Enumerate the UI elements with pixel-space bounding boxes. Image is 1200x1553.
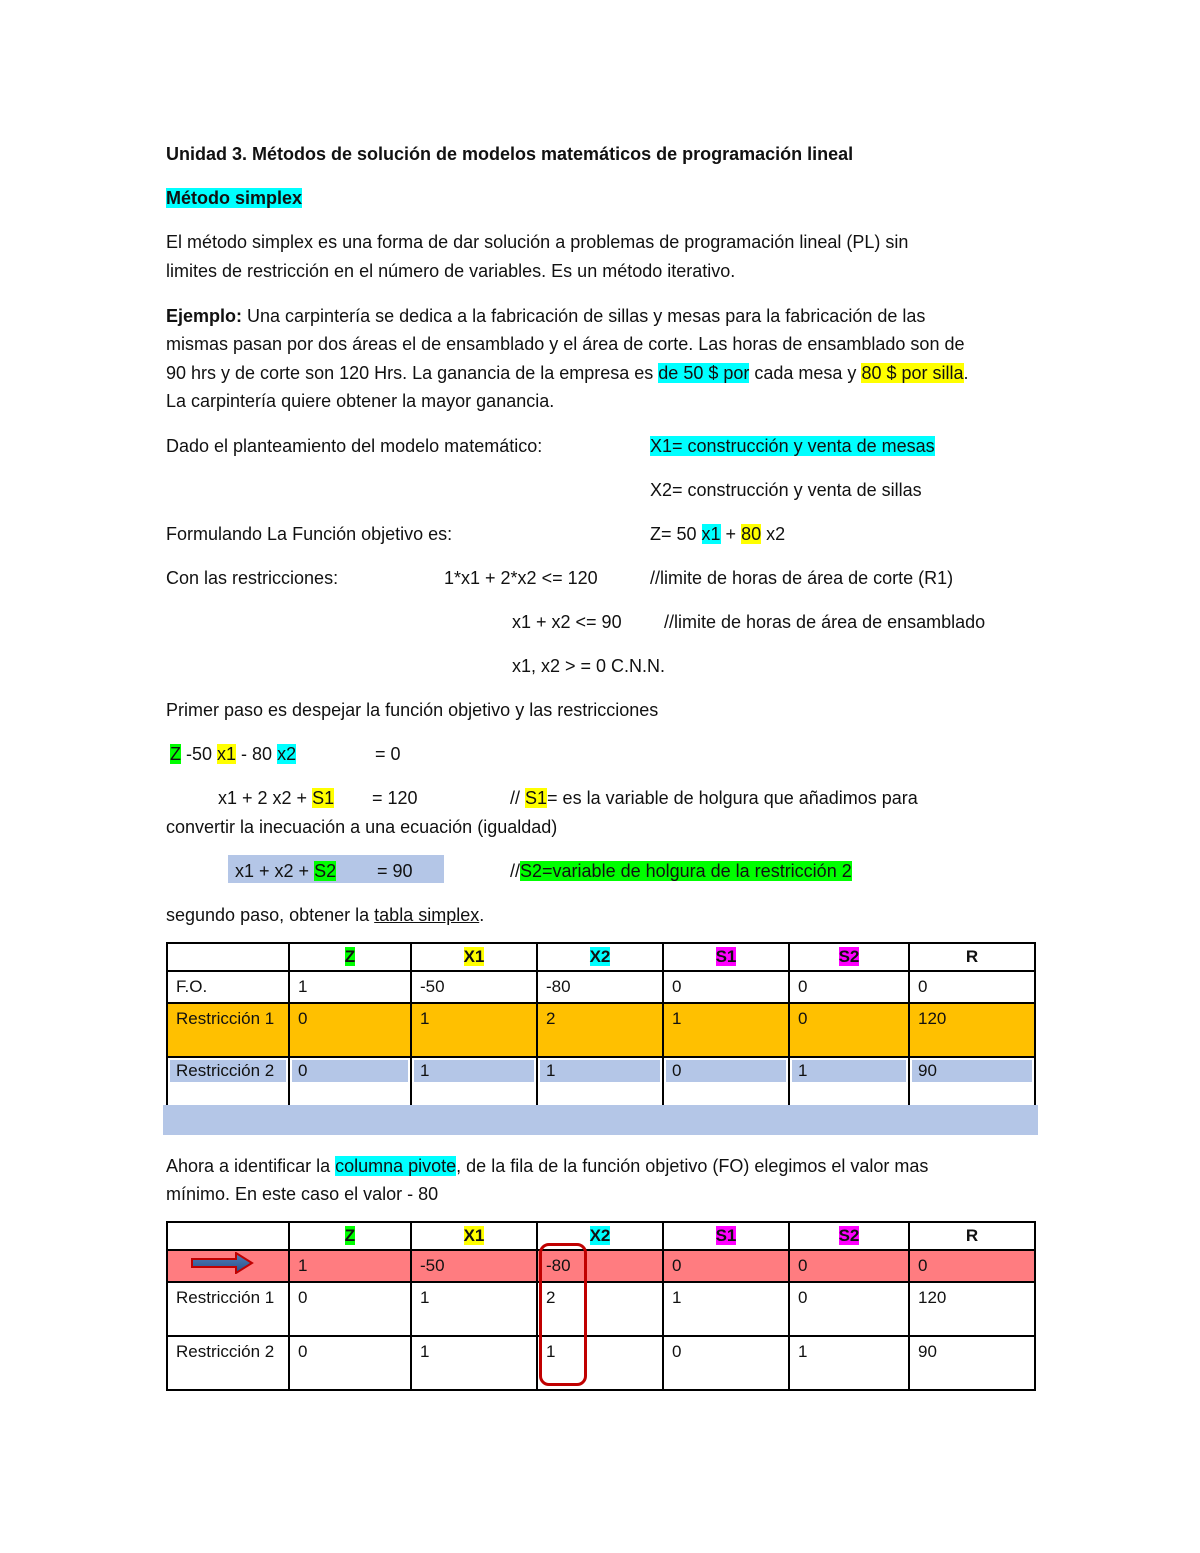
table-cell: 0 — [789, 1250, 909, 1282]
table-cell: 0 — [289, 1003, 411, 1057]
table-cell: 2 — [537, 1003, 663, 1057]
equation-2-continuation: convertir la inecuación a una ecuación (igualdad) — [166, 817, 558, 837]
table-cell: 1 — [411, 1003, 537, 1057]
table-header-row — [167, 1222, 1035, 1250]
constraint-1-note: //limite de horas de área de corte (R1) — [650, 568, 954, 588]
table-cell: 1 — [289, 971, 411, 1003]
table-cell: 0 — [663, 1057, 789, 1111]
constraint-2: x1 + x2 <= 90 — [512, 612, 622, 632]
table-cell: 0 — [663, 1250, 789, 1282]
header-cell-z: Z — [289, 1222, 411, 1250]
header-cell-z: Z — [289, 943, 411, 971]
table-cell: 0 — [789, 1282, 909, 1336]
example-line-2: mismas pasan por dos áreas el de ensamblado y el área de corte. Las horas de ensamblado son de — [166, 334, 965, 354]
equation-1-rhs: = 0 — [375, 744, 401, 764]
simplex-table-1 — [166, 942, 1036, 1112]
table-cell: Restricción 1 — [167, 1003, 289, 1057]
tabla-simplex-link[interactable]: tabla simplex — [374, 905, 480, 925]
example-line-3: 90 hrs y de corte son 120 Hrs. La ganancia de la empresa es de 50 $ por cada mesa y 80 $ por silla. — [166, 363, 969, 383]
table-cell: F.O. — [167, 971, 289, 1003]
planteamiento-label: Dado el planteamiento del modelo matemático: — [166, 436, 543, 456]
example-line-1: Ejemplo: Una carpintería se dedica a la fabricación de sillas y mesas para la fabricación de las — [166, 306, 926, 326]
intro-line-2: limites de restricción en el número de variables. Es un método iterativo. — [166, 261, 736, 281]
table-cell: 120 — [909, 1282, 1035, 1336]
pivot-text-line-1: Ahora a identificar la columna pivote, de la fila de la función objetivo (FO) elegimos el valor mas — [166, 1156, 929, 1176]
table-row — [167, 971, 1035, 1003]
step-1-text: Primer paso es despejar la función objetivo y las restricciones — [166, 700, 659, 720]
non-negativity: x1, x2 > = 0 C.N.N. — [512, 656, 666, 676]
equation-2: x1 + 2 x2 + S1 — [218, 788, 335, 808]
highlight-bar — [163, 1105, 1038, 1135]
table-cell: 0 — [909, 1250, 1035, 1282]
table-cell: 0 — [289, 1057, 411, 1111]
table-cell: 90 — [909, 1057, 1035, 1111]
table-cell: 1 — [289, 1250, 411, 1282]
table-cell: Restricción 1 — [167, 1282, 289, 1336]
table-cell: Restricción 2 — [167, 1336, 289, 1390]
table-cell: 0 — [663, 971, 789, 1003]
header-cell-r: R — [909, 943, 1035, 971]
header-cell-s1: S1 — [663, 1222, 789, 1250]
header-cell-x2: X2 — [537, 1222, 663, 1250]
table-cell: -80 — [537, 1250, 663, 1282]
table-cell: 0 — [789, 1003, 909, 1057]
equation-1: Z -50 x1 - 80 x2 — [170, 744, 297, 764]
x1-definition: X1= construcción y venta de mesas — [650, 436, 935, 456]
table-row — [167, 1003, 1035, 1057]
header-cell-s2: S2 — [789, 943, 909, 971]
table-cell: 90 — [909, 1336, 1035, 1390]
header-cell — [167, 943, 289, 971]
step-2-text: segundo paso, obtener la tabla simplex. — [166, 905, 485, 925]
table-cell: 0 — [663, 1336, 789, 1390]
intro-line-1: El método simplex es una forma de dar solución a problemas de programación lineal (PL) sin — [166, 232, 909, 252]
equation-3-note: //S2=variable de holgura de la restricción 2 — [510, 861, 852, 881]
equation-2-note: // S1= es la variable de holgura que añadimos para — [510, 788, 918, 808]
table-cell: 1 — [411, 1336, 537, 1390]
table-cell: 1 — [537, 1057, 663, 1111]
table-cell: -50 — [411, 971, 537, 1003]
pivot-column-outline — [539, 1243, 587, 1386]
example-line-4: La carpintería quiere obtener la mayor ganancia. — [166, 391, 555, 411]
table-cell: 1 — [663, 1003, 789, 1057]
header-cell-x2: X2 — [537, 943, 663, 971]
header-cell-s2: S2 — [789, 1222, 909, 1250]
table-row — [167, 1336, 1035, 1390]
x2-definition: X2= construcción y venta de sillas — [650, 480, 922, 500]
objective-label: Formulando La Función objetivo es: — [166, 524, 453, 544]
constraint-1: 1*x1 + 2*x2 <= 120 — [444, 568, 598, 588]
constraints-label: Con las restricciones: — [166, 568, 339, 588]
objective-function: Z= 50 x1 + 80 x2 — [650, 524, 786, 544]
table-cell: Restricción 2 — [167, 1057, 289, 1111]
table-cell: 0 — [789, 971, 909, 1003]
header-cell — [167, 1222, 289, 1250]
table-cell — [167, 1250, 289, 1282]
simplex-table-2 — [166, 1221, 1036, 1391]
table-cell: -80 — [537, 971, 663, 1003]
table-cell: 0 — [289, 1336, 411, 1390]
table-cell: 1 — [789, 1057, 909, 1111]
table-row — [167, 1282, 1035, 1336]
table-cell: -50 — [411, 1250, 537, 1282]
header-cell-s1: S1 — [663, 943, 789, 971]
table-cell: 1 — [411, 1282, 537, 1336]
equation-3: x1 + x2 + S2 — [235, 861, 337, 881]
table-cell: 2 — [537, 1282, 663, 1336]
table-cell: 1 — [789, 1336, 909, 1390]
equation-2-rhs: = 120 — [372, 788, 418, 808]
header-cell-x1: X1 — [411, 1222, 537, 1250]
table-cell: 0 — [909, 971, 1035, 1003]
arrow-right-icon — [190, 1252, 254, 1274]
constraint-2-note: //limite de horas de área de ensamblado — [664, 612, 986, 632]
header-cell-r: R — [909, 1222, 1035, 1250]
table-cell: 1 — [663, 1282, 789, 1336]
document-title: Unidad 3. Métodos de solución de modelos matemáticos de programación lineal — [166, 144, 854, 164]
table-cell: 1 — [537, 1336, 663, 1390]
pivot-row — [167, 1250, 1035, 1282]
section-heading: Método simplex — [166, 188, 303, 208]
pivot-text-line-2: mínimo. En este caso el valor - 80 — [166, 1184, 439, 1204]
header-cell-x1: X1 — [411, 943, 537, 971]
table-header-row — [167, 943, 1035, 971]
table-cell: 0 — [289, 1282, 411, 1336]
equation-3-rhs: = 90 — [377, 861, 413, 881]
table-row — [167, 1057, 1035, 1111]
table-cell: 120 — [909, 1003, 1035, 1057]
table-cell: 1 — [411, 1057, 537, 1111]
